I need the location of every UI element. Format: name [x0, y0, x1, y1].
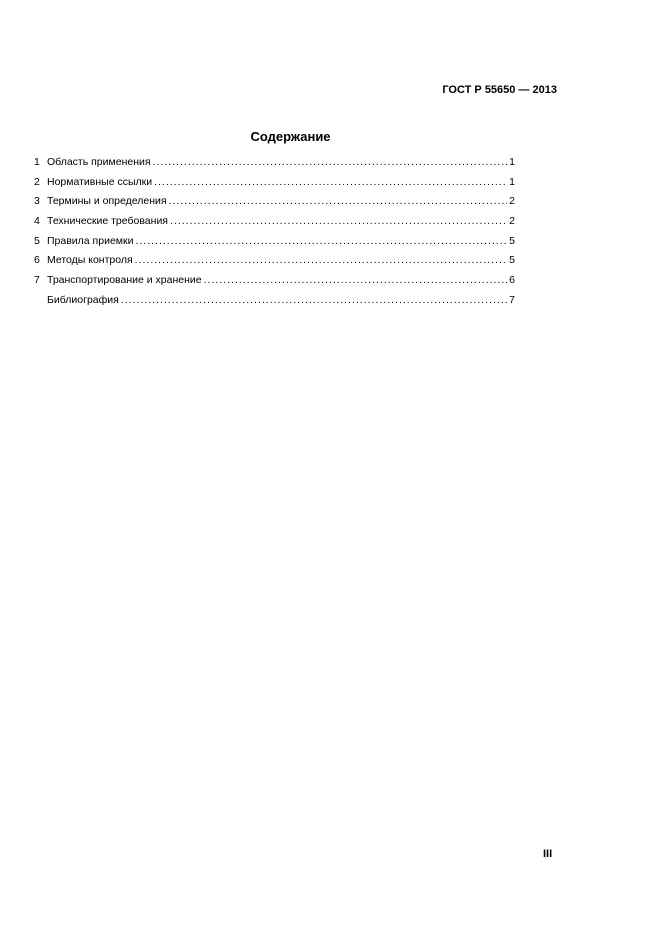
toc-number: 3 — [34, 195, 40, 208]
toc-label: Методы контроля — [47, 254, 133, 267]
toc-label: Область применения — [47, 156, 151, 168]
leader-dots — [121, 294, 507, 306]
toc-item[interactable] — [34, 215, 515, 235]
toc-number: 1 — [34, 156, 40, 168]
toc-item[interactable] — [34, 294, 515, 314]
toc-label: Транспортирование и хранение — [47, 274, 202, 287]
toc-number: 7 — [34, 274, 40, 287]
page-number: III — [543, 848, 553, 860]
toc-label: Правила приемки — [47, 234, 134, 247]
toc-item[interactable] — [34, 274, 515, 294]
toc-number: 5 — [34, 234, 40, 247]
document-id: ГОСТ Р 55650 — 2013 — [442, 84, 557, 96]
toc-page: 7 — [509, 293, 515, 306]
page-title: Содержание — [250, 129, 331, 144]
table-of-contents — [34, 156, 515, 314]
toc-label: Термины и определения — [47, 195, 167, 208]
toc-label: Нормативные ссылки — [47, 175, 153, 188]
toc-item[interactable] — [34, 156, 515, 176]
leader-dots — [135, 254, 507, 266]
toc-page: 2 — [509, 195, 515, 208]
toc-number: 2 — [34, 175, 40, 188]
toc-label: Библиография — [47, 293, 119, 306]
toc-page: 1 — [509, 175, 515, 188]
leader-dots — [153, 156, 508, 168]
toc-number: 6 — [34, 254, 40, 267]
toc-label: Технические требования — [47, 215, 168, 228]
leader-dots — [170, 215, 507, 227]
toc-page: 2 — [509, 215, 515, 228]
toc-item[interactable] — [34, 254, 515, 274]
toc-page: 5 — [509, 254, 515, 267]
toc-page: 1 — [509, 156, 515, 168]
toc-item[interactable] — [34, 195, 515, 215]
toc-item[interactable] — [34, 235, 515, 255]
leader-dots — [135, 235, 507, 247]
toc-number: 4 — [34, 215, 40, 228]
leader-dots — [204, 274, 508, 286]
toc-item[interactable] — [34, 176, 515, 196]
toc-page: 5 — [509, 234, 515, 247]
leader-dots — [154, 176, 507, 188]
toc-page: 6 — [509, 274, 515, 287]
leader-dots — [169, 195, 508, 207]
